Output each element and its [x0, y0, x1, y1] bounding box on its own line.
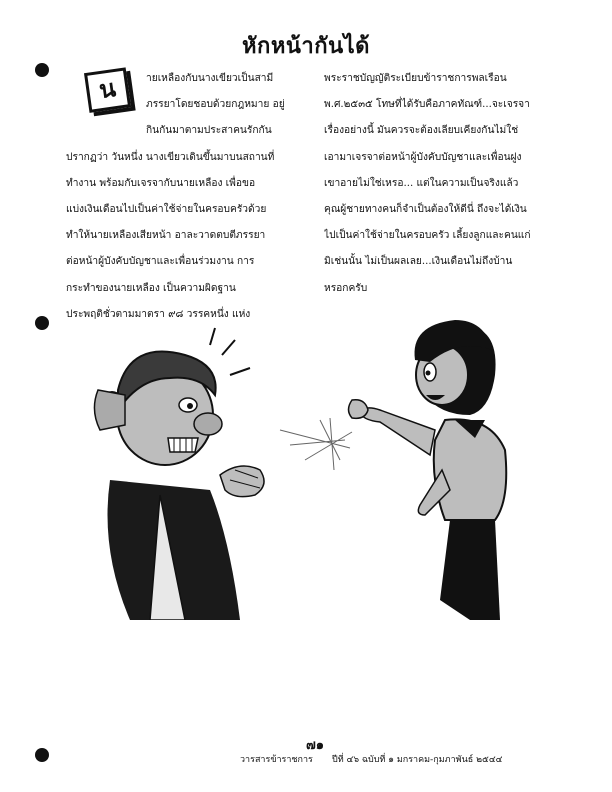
text-line: พ.ศ.๒๕๓๕ โทษที่ได้รับคือภาคทัณฑ์...จะเจรจา — [324, 99, 530, 111]
right-column — [324, 66, 554, 302]
husband-figure — [94, 328, 264, 620]
text-line: มิเช่นนั้น ไม่เป็นผลเลย...เงินเดือนไม่ถึงบ้าน — [324, 256, 513, 268]
text-line: ประพฤติชั่วตามมาตรา ๙๘ วรรคหนึ่ง แห่ง — [66, 308, 251, 320]
text-line: ต่อหน้าผู้บังคับบัญชาและเพื่อนร่วมงาน การ — [66, 256, 255, 268]
text-line: พระราชบัญญัติระเบียบข้าราชการพลเรือน — [324, 73, 507, 84]
text-line: ภรรยาโดยชอบด้วยกฎหมาย อยู่ — [146, 99, 285, 111]
page-title: หักหน้ากันได้ — [242, 34, 370, 59]
left-column — [66, 66, 296, 328]
text-line: เขาอายไม่ใช่เหรอ... แต่ในความเป็นจริงแล้ว — [324, 177, 519, 189]
text-line: เอามาเจรจาต่อหน้าผู้บังคับบัญชาและเพื่อนฝูง — [324, 151, 522, 163]
punch-hole-middle — [35, 316, 49, 330]
magazine-name: วารสารข้าราชการ — [240, 755, 313, 765]
issue-info: ปีที่ ๔๖ ฉบับที่ ๑ มกราคม-กุมภาพันธ์ ๒๕๔๔ — [332, 755, 503, 765]
text-line: กินกันมาตามประสาคนรักกัน — [146, 125, 272, 137]
text-line: ายเหลืองกับนางเขียวเป็นสามี — [146, 73, 274, 84]
impact-burst — [280, 418, 352, 470]
cartoon-illustration — [90, 320, 570, 620]
text-line: ไปเป็นค่าใช้จ่ายในครอบครัว เลี้ยงลูกและคนแก่ — [324, 230, 531, 242]
text-line: ปรากฏว่า วันหนึ่ง นางเขียวเดินขึ้นมาบนสถานที่ — [66, 151, 275, 163]
text-line: ทำให้นายเหลืองเสียหน้า อาละวาดตบตีภรรยา — [66, 230, 266, 242]
punch-hole-bottom — [35, 748, 49, 762]
drop-cap-letter: น — [84, 67, 131, 112]
text-line: แบ่งเงินเดือนไปเป็นค่าใช้จ่ายในครอบครัวด้วย — [66, 204, 267, 216]
text-line: เรื่องอย่างนี้ มันควรจะต้องเลียบเคียงกันไม่ใช่ — [324, 125, 519, 137]
text-line: กระทำของนายเหลือง เป็นความผิดฐาน — [66, 282, 236, 294]
wife-figure — [349, 320, 507, 620]
text-line: ทำงาน พร้อมกับเจรจากับนายเหลือง เพื่อขอ — [66, 177, 256, 189]
punch-hole-top — [35, 63, 49, 77]
text-line: หรอกครับ — [324, 282, 368, 294]
page-number: ๗๑ — [306, 738, 325, 753]
text-line: คุณผู้ชายทางคนก็จำเป็นต้องให้ดีนี่ ถึงจะได้เงิน — [324, 204, 527, 216]
